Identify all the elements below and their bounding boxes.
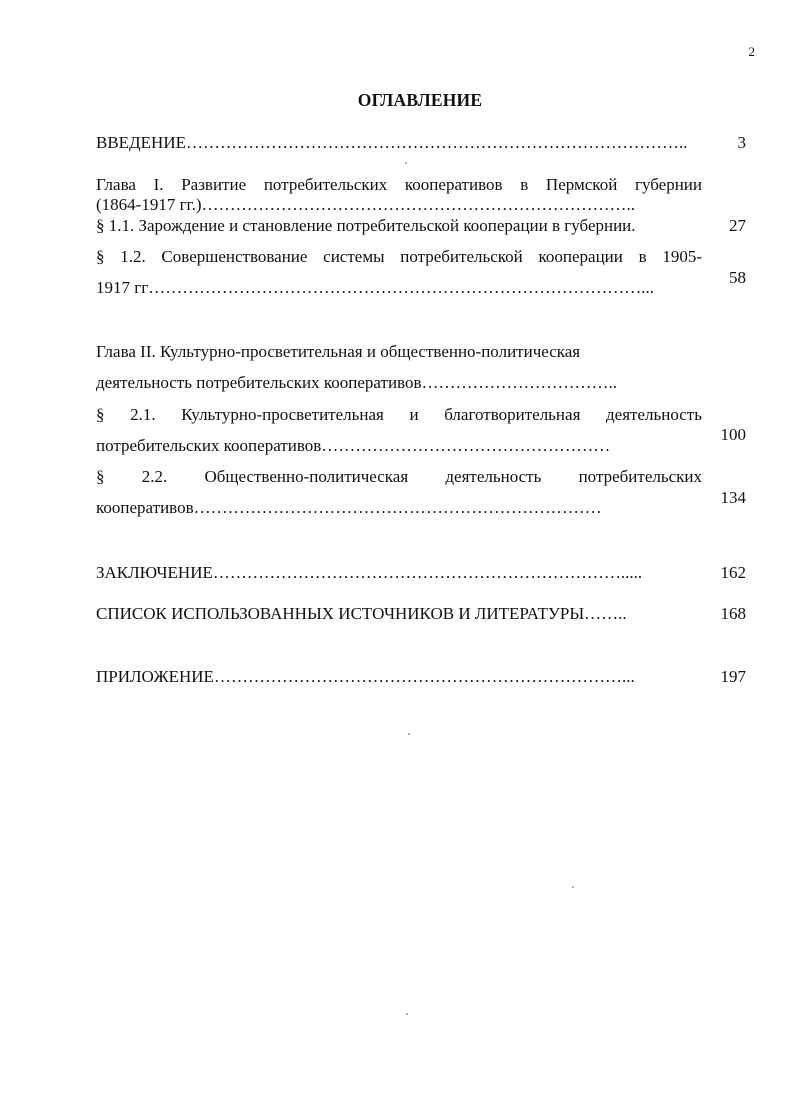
toc-section-2-2-line-1[interactable]: § 2.2. Общественно-политическая деятельность потребительских [96, 467, 702, 486]
toc-chapter-1-line-1[interactable]: Глава I. Развитие потребительских кооперативов в Пермской губернии [96, 175, 702, 194]
scan-speck [406, 1013, 408, 1015]
toc-entry-appendix[interactable]: ПРИЛОЖЕНИЕ………………………………………………………………... [96, 667, 635, 686]
toc-chapter-2-line-1[interactable]: Глава II. Культурно-просветительная и общественно-политическая [96, 342, 581, 361]
toc-chapter-1-line-2[interactable]: (1864-1917 гг.)………………………………………………………………….. [96, 195, 636, 214]
toc-page-2-1: 100 [720, 425, 746, 444]
toc-section-1-2-line-1[interactable]: § 1.2. Совершенствование системы потребительской кооперации в 1905- [96, 247, 702, 266]
scan-speck [572, 886, 574, 888]
toc-page-conclusion: 162 [720, 563, 746, 582]
scan-speck [408, 733, 410, 735]
toc-page-intro: 3 [737, 133, 746, 152]
page-title: ОГЛАВЛЕНИЕ [357, 90, 483, 110]
toc-entry-sources[interactable]: СПИСОК ИСПОЛЬЗОВАННЫХ ИСТОЧНИКОВ И ЛИТЕРАТУРЫ…….. [96, 604, 627, 623]
toc-section-1-2-line-2[interactable]: 1917 гг……………………………………………………………………………... [96, 278, 654, 297]
toc-section-2-2-line-2[interactable]: кооперативов……………………………………………………………… [96, 498, 602, 517]
toc-entry-conclusion[interactable]: ЗАКЛЮЧЕНИЕ………………………………………………………………..... [96, 563, 643, 582]
toc-section-2-1-line-1[interactable]: § 2.1. Культурно-просветительная и благотворительная деятельность [96, 405, 702, 424]
toc-page-appendix: 197 [720, 667, 746, 686]
toc-section-2-1-line-2[interactable]: потребительских кооперативов…………………………………………… [96, 436, 611, 455]
toc-page-1-2: 58 [729, 268, 746, 287]
toc-page-sources: 168 [720, 604, 746, 623]
toc-page-1-1: 27 [729, 216, 746, 235]
toc-page-2-2: 134 [720, 488, 746, 507]
toc-entry-intro[interactable]: ВВЕДЕНИЕ…………………………………………………………………………….. [96, 133, 688, 152]
page-number: 2 [748, 44, 755, 59]
scan-speck [405, 162, 407, 164]
toc-section-1-1[interactable]: § 1.1. Зарождение и становление потребительской кооперации в губернии. [96, 216, 636, 235]
toc-chapter-2-line-2[interactable]: деятельность потребительских кооперативов…………………………….. [96, 373, 617, 392]
